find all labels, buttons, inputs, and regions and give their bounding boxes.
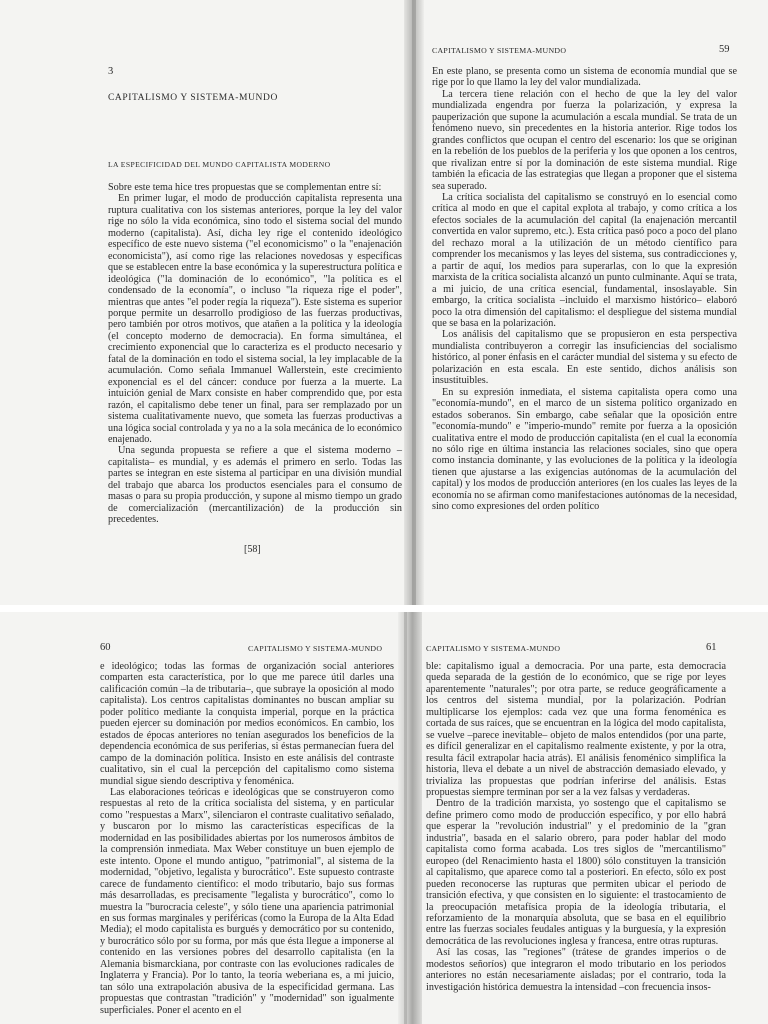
paragraph: Las elaboraciones teóricas e ideológicas que se construyeron como respuestas al reto de la crítica socialista del sistema, y en particular como "respuestas a Marx", silenciaron el contraste cualitativo señalado, y buscaron por lo mismo las características específicas de la modernidad en las posibilidades abiertas por los numerosos ámbitos de la comprensión inmediata. Max Weber constituye un buen ejemplo de este intento. Opone el mundo antiguo, "patrimonial", al sistema de la modernidad, "objetivo, legalista y burocrático". Este supuesto contraste carece de fundamento científico: el modo tributario, bajo sus formas más desarrolladas, es precisamente "legalista y burocrático", como lo muestra la "burocracia celeste", y sólo tiene una apariencia patrimonial en sus formas marginales y periféricas (como la Europa de la Alta Edad Media); el modo capitalista es burgués y democrático por su contenido, y burocrático sólo por su forma, por más que ésta llegue a imponerse al contenido en las versiones pobres del desarrollo capitalista (en la Alemania bismarckiana, por contraste con las evoluciones radicales de Inglaterra y Francia). Por lo tanto, la teoría weberiana es, a mi juicio, tan sólo una extrapolación abusiva de la especificidad germana. Las propuestas que contrastan "tradición" y "modernidad" son igualmente superficiales. Poner el acento en el (100, 786, 394, 1016)
bottom-spread-gutter-shadow (404, 612, 407, 1024)
section-heading: LA ESPECIFICIDAD DEL MUNDO CAPITALISTA MODERNO (108, 160, 331, 169)
running-head: CAPITALISMO Y SISTEMA-MUNDO (426, 644, 561, 653)
chapter-title: CAPITALISMO Y SISTEMA-MUNDO (108, 93, 278, 103)
page-59 (424, 0, 768, 605)
paragraph: Dentro de la tradición marxista, yo sostengo que el capitalismo se define primero como modo de producción específico, y por ello habrá que esperar la "revolución industrial" y el predominio de la "gran industria", basada en el salario obrero, para poder hablar del modo capitalista como forma acabada. Los tres siglos de "mercantilismo" europeo (del Renacimiento hasta el 1800) sólo constituyen la transición al capitalismo, que aparece como tal a posteriori. En efecto, sólo ex post pueden reconocerse las rupturas que permiten ubicar el periodo de transición efectiva, y que consisten en lo siguiente: el trastocamiento de la preocupación metafísica propia de la ideología tributaria, el reforzamiento de la monarquía absoluta, que se basa en el equilibrio entre las fuerzas sociales feudales antiguas y la burguesía, y la expresión democrática de las revoluciones inglesa y francesa, entre otras rupturas. (426, 798, 726, 947)
paragraph: En primer lugar, el modo de producción capitalista representa una ruptura cualitativa con los sistemas anteriores, porque la ley del valor rige no sólo la vida económica, sino todo el sistema social del mundo moderno (capitalista). Así, dicha ley rige el contenido ideológico específico de este nuevo sistema ("el economicismo" o la "enajenación economicista"), así como rige las relaciones novedosas y específicas que se establecen entre la base económica y la superestructura política e ideológica ("la dominación de lo económico", "la política es el condensado de la economía", o incluso "la riqueza rige el poder", mientras que antes "el poder regía la riqueza"). Este sistema es superior porque permite un desarrollo prodigioso de las fuerzas productivas, pero también por otros motivos, que atañen a la política y la ideología (el concepto moderno de democracia). En forma simultánea, el crecimiento exponencial que lo caracteriza es el producto necesario y fatal de la dominación en todo el sistema social, la ley implacable de la acumulación. Como señala Immanuel Wallerstein, este crecimiento exponencial es el del cáncer: conduce por fuerza a la muerte. La intuición genial de Marx consiste en haber comprendido que, por esta razón, el capitalismo debe tener un final, para ser remplazado por un sistema cualitativamente nuevo, que someta las fuerzas productivas a una lógica social controlada y ya no a la sola mecánica de lo económico enajenado. (108, 193, 402, 445)
page-58 (0, 0, 405, 605)
page-58-body (108, 182, 402, 526)
top-spread-gutter-shadow (412, 0, 416, 605)
paragraph: Una segunda propuesta se refiere a que el sistema moderno –capitalista– es mundial, y es además el primero en serlo. Todas las partes se integran en este sistema al participar en una división mundial del trabajo que abarca los productos esenciales para el consumo de masas o para su propia producción, y supone al mismo tiempo un grado de comercialización (mercantilización) de la producción sin precedentes. (108, 445, 402, 526)
running-head: CAPITALISMO Y SISTEMA-MUNDO (248, 644, 383, 653)
bottom-spread-gutter (398, 612, 422, 1024)
paragraph: En este plano, se presenta como un sistema de economía mundial que se rige por lo que llamo la ley del valor mundializada. (432, 66, 737, 89)
paragraph: Así las cosas, las "regiones" (trátese de grandes imperios o de modestos señoríos) que integraron el modo tributario en los periodos anteriores no están necesariamente aisladas; por el contrario, toda la investigación histórica demuestra la intensidad –con frecuencia insos- (426, 947, 726, 993)
paragraph: La tercera tiene relación con el hecho de que la ley del valor mundializada engendra por fuerza la polarización, y expresa la pauperización que supone la acumulación a escala mundial. Se trata de un fenómeno nuevo, sin precedentes en la historia anterior. Rige todos los grandes conflictos que ocupan el centro del escenario: los que se originan en la rebelión de los pueblos de la periferia y los que oponen a los centros, que rivalizan entre sí por la dominación de este sistema mundial. Rige también la eficacia de las estrategias que llegan a proponer que el sistema sea superado. (432, 88, 737, 192)
running-head: CAPITALISMO Y SISTEMA-MUNDO (432, 46, 567, 55)
scan-divider (0, 605, 768, 612)
page-61-body (426, 661, 726, 993)
page-61 (422, 612, 768, 1024)
chapter-number: 3 (108, 66, 114, 77)
page-number: 59 (719, 44, 730, 55)
paragraph: La crítica socialista del capitalismo se construyó en lo esencial como crítica al modo en que el capital explota al trabajo, y como crítica a los efectos sociales de la acumulación del capital (la enajenación mercantil convertida en valor supremo, etc.). Esta crítica pasó poco a poco del plano del rechazo moral a la utilización de un método científico para comprender los mecanismos y las leyes del sistema, sus contradicciones y, a partir de aquí, los medios para superarlas, con lo que la expresión marxista de la crítica socialista alcanzó un punto culminante. Aquí se trata, a mi juicio, de una crítica esencial, fundamental, insoslayable. Sin embargo, la crítica socialista –incluido el marxismo histórico– elaboró poco la otra dimensión del capitalismo: el despliegue del sistema mundial que se basa en la polarización. (432, 191, 737, 329)
paragraph: e ideológico; todas las formas de organización social anteriores comparten esta característica, por lo que me parece útil darles una calificación común –la de tributaria–, que subraye la oposición al modo capitalista). Los centros capitalistas dominantes no buscan ampliar su poder político mediante la conquista imperial, porque en la práctica pueden ejercer su dominación por medios económicos. En cambio, los estados de épocas anteriores no tenían asegurados los beneficios de la dependencia económica de sus periferias, si éstas permanecían fuera del campo de la dominación política. Insisto en este análisis del contraste cualitativo, sin el cual la percepción del capitalismo como sistema mundial sigue siendo descriptiva y fenoménica. (100, 661, 394, 787)
paragraph: Los análisis del capitalismo que se propusieron en esta perspectiva mundialista contribuyeron a corregir las insuficiencias del socialismo histórico, al poner énfasis en el carácter mundial del sistema y su efecto de polarización en esta escala. En este sentido, dichos análisis son insustituibles. (432, 329, 737, 387)
page-number: 61 (706, 642, 717, 653)
page-number: [58] (244, 544, 261, 555)
page-59-body (432, 66, 737, 513)
page-number: 60 (100, 642, 111, 653)
page-60 (0, 612, 400, 1024)
paragraph: Sobre este tema hice tres propuestas que se complementan entre sí: (108, 182, 382, 193)
paragraph: ble: capitalismo igual a democracia. Por una parte, esta democracia queda separada de la gestión de lo económico, que se rige por leyes aparentemente "naturales"; por otra parte, se reduce geográficamente a los centros del sistema mundial, por la polarización. Podrían multiplicarse los ejemplos: cada vez que una forma fenoménica es cortada de sus raíces, que se encuentran en la lógica del modo capitalista, se vuelve –parece inevitable– objeto de malos entendidos (por una parte, es difícil generalizar en el capitalismo realmente existente, y por la otra, resulta fácil extrapolar hacia atrás). El análisis fenoménico simplifica la historia, lleva el debate a un nivel de abstracción demasiado elevado, y trivializa las propuestas que podrían inferirse del análisis. Estas propuestas siempre terminan por ser a la vez falsas y verdaderas. (426, 661, 726, 798)
paragraph: En su expresión inmediata, el sistema capitalista opera como una "economía-mundo", en el marco de un sistema político organizado en estados soberanos. Sin embargo, cabe señalar que la oposición entre "economía-mundo" e "imperio-mundo" remite por fuerza a la oposición cualitativa entre el modo de producción capitalista (en el cual la economía no sólo rige en última instancia las relaciones sociales, sino que opera como instancia dominante, y las evoluciones de la política y la ideología tienen que ajustarse a las exigencias autónomas de la acumulación del capital) y los modos de producción anteriores (en los cuales las leyes de la economía no se afirman como manifestaciones autónomas de la necesidad, sino como expresiones del orden político (432, 386, 737, 513)
page-60-body (100, 661, 394, 1016)
